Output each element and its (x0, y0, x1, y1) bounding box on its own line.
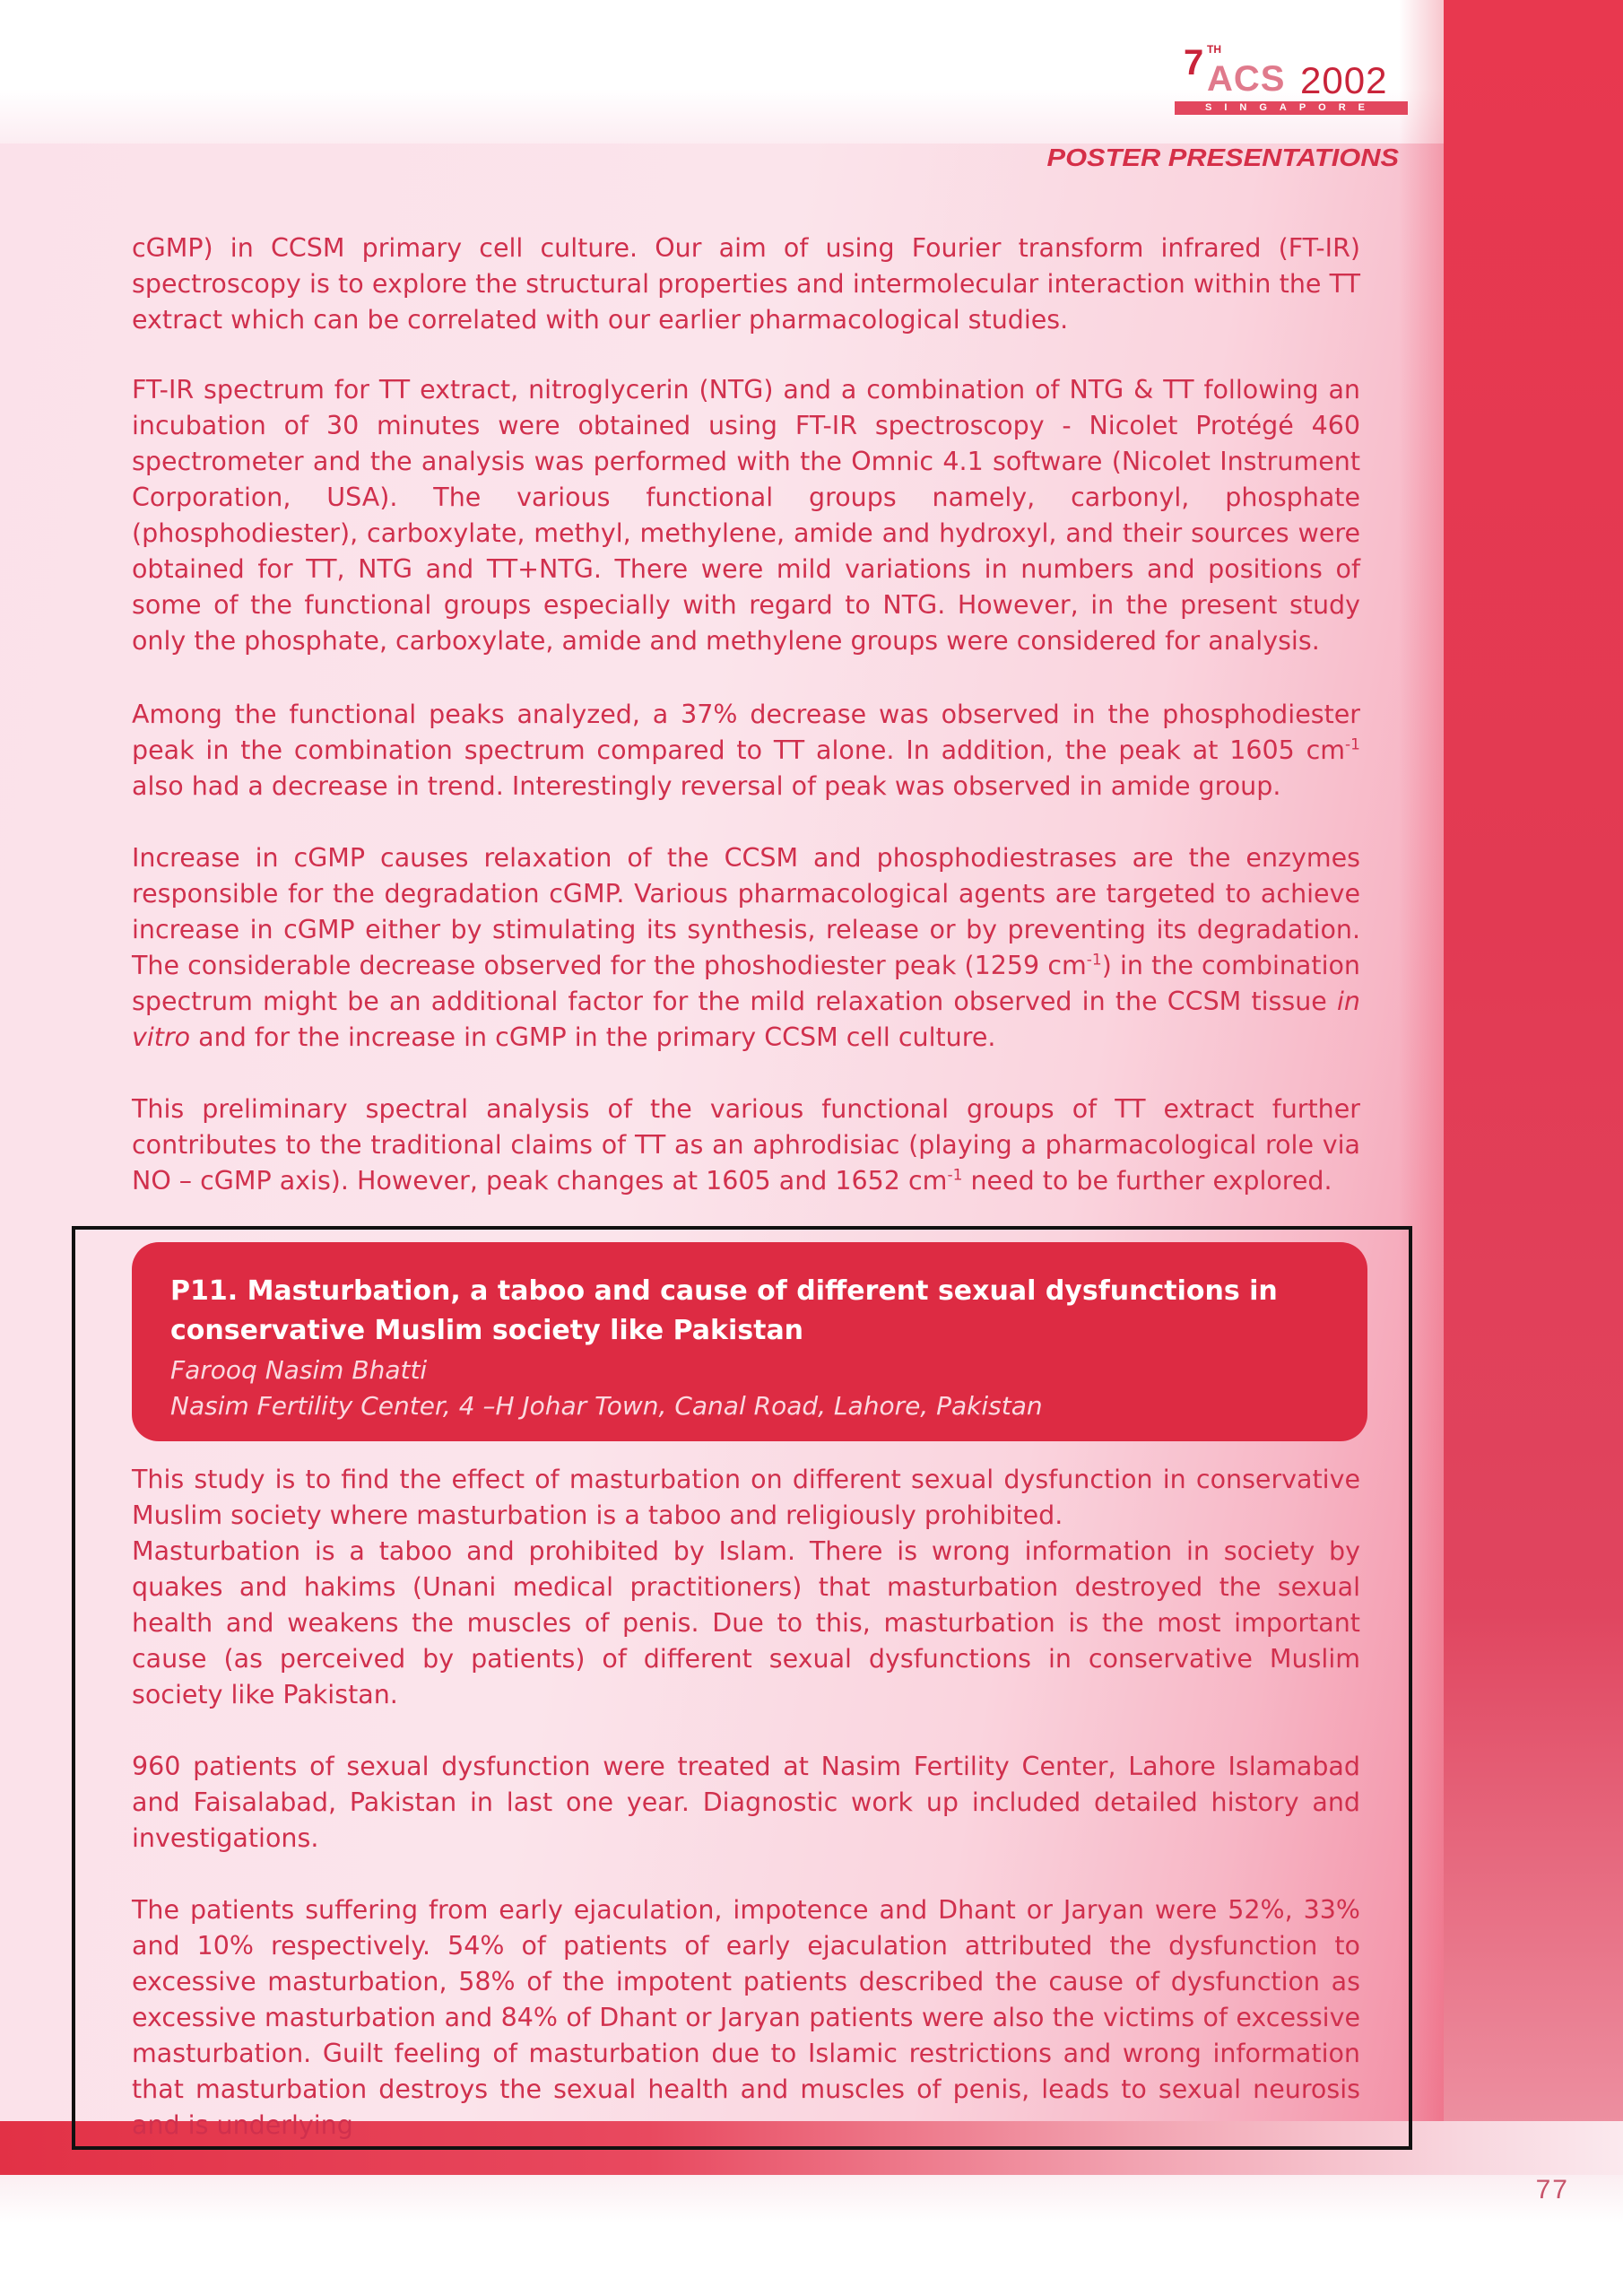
abstract-byline (170, 1352, 1336, 1424)
paragraph-conclusion-text: This preliminary spectral analysis of the various functional groups of TT extract further contributes to the traditional claims of TT as an aphrodisiac (playing a pharmacological role via NO – cGMP axis). However, peak changes at 1605 and 1652 cm (132, 1094, 1360, 1196)
paragraph-discussion-text: Increase in cGMP causes relaxation of the CCSM and phosphodiestrases are the enzymes responsible for the degradation cGMP. Various pharmacological agents are targeted to achieve increase in cGMP either by stimulating its synthesis, release or by preventing its degradation. The considerable decrease observed for the phoshodiester peak (1259 cm (132, 843, 1360, 980)
paragraph-results-text-end: also had a decrease in trend. Interestingly reversal of peak was observed in amide group. (132, 771, 1281, 801)
paragraph-discussion-text-mid: ) in the combination spectrum might be an additional factor for the mild relaxation observed in the CCSM tissue (132, 951, 1360, 1016)
logo-location: SINGAPORE (1204, 102, 1377, 113)
logo-acronym: ACS (1207, 59, 1286, 99)
logo-year: 2002 (1300, 59, 1388, 101)
abstract-author: Farooq Nasim Bhatti (170, 1355, 428, 1385)
section-heading: POSTER PRESENTATIONS (1046, 144, 1399, 171)
abstract-title: P11. Masturbation, a taboo and cause of different sexual dysfunctions in conservative Muslim society like Pakistan (170, 1275, 1278, 1346)
paragraph-results-text: Among the functional peaks analyzed, a 37% decrease was observed in the phosphodiester peak in the combination spectrum compared to TT alone. In addition, the peak at 1605 cm (132, 700, 1360, 765)
abstract-paragraph: The patients suffering from early ejaculation, impotence and Dhant or Jaryan were 52%, 33% and 10% respectively. 54% of patients of early ejaculation attributed the dysfunction to excessive masturbation, 58% of the impotent patients described the cause of dysfunction as excessive masturbation and 84% of Dhant or Jaryan patients were also the victims of excessive masturbation. Guilt feeling of masturbation due to Islamic restrictions and wrong information that masturbation destroys the sexual health and muscles of penis, leads to sexual neurosis and is underlying (132, 1895, 1360, 2140)
unit-superscript: -1 (947, 1166, 963, 1185)
italic-term: in vitro (132, 987, 1360, 1052)
page-number: 77 (1535, 2175, 1569, 2205)
right-color-band (1444, 0, 1623, 2296)
paragraph-conclusion-text-end: need to be further explored. (962, 1166, 1332, 1196)
paragraph-results (132, 697, 1360, 804)
logo-ordinal: 7 (1184, 43, 1204, 83)
page-footer-area (0, 2175, 1623, 2296)
paragraph-conclusion (132, 1091, 1360, 1199)
paragraph-intro: cGMP) in CCSM primary cell culture. Our aim of using Fourier transform infrared (FT-IR) spectroscopy is to explore the structural properties and intermolecular interaction within the TT extract which can be correlated with our earlier pharmacological studies. (132, 233, 1360, 335)
paragraph-spacer (132, 1857, 1360, 1892)
abstract-paragraph: This study is to find the effect of masturbation on different sexual dysfunction in conservative Muslim society where masturbation is a taboo and religiously prohibited. (132, 1465, 1360, 1530)
abstract-paragraph: 960 patients of sexual dysfunction were treated at Nasim Fertility Center, Lahore Islamabad and Faisalabad, Pakistan in last one year. Diagnostic work up included detailed history and investigations. (132, 1752, 1360, 1853)
paragraph-discussion (132, 840, 1360, 1056)
logo-ordinal-suffix: TH (1207, 43, 1221, 56)
abstract-body (132, 1462, 1360, 2144)
unit-superscript: -1 (1345, 735, 1360, 754)
paragraph-discussion-text-end: and for the increase in cGMP in the primary CCSM cell culture. (190, 1022, 996, 1052)
abstract-affiliation: Nasim Fertility Center, 4 –H Johar Town, Canal Road, Lahore, Pakistan (170, 1391, 1043, 1421)
unit-superscript: -1 (1086, 951, 1102, 970)
paragraph-spacer (132, 1713, 1360, 1749)
paragraph-methods: FT-IR spectrum for TT extract, nitroglycerin (NTG) and a combination of NTG & TT following an incubation of 30 minutes were obtained using FT-IR spectroscopy - Nicolet Protégé 460 spectrometer and the analysis was performed with the Omnic 4.1 software (Nicolet Instrument Corporation, USA). The various functional groups namely, carbonyl, phosphate (phosphodiester), carboxylate, methyl, methylene, amide and hydroxyl, and their sources were obtained for TT, NTG and TT+NTG. There were mild variations in numbers and positions of some of the functional groups especially with regard to NTG. However, in the present study only the phosphate, carboxylate, amide and methylene groups were considered for analysis. (132, 375, 1360, 656)
abstract-paragraph: Masturbation is a taboo and prohibited by Islam. There is wrong information in society by quakes and hakims (Unani medical practitioners) that masturbation destroyed the sexual health and weakens the muscles of penis. Due to this, masturbation is the most important cause (as perceived by patients) of different sexual dysfunctions in conservative Muslim society like Pakistan. (132, 1536, 1360, 1709)
conference-logo (1175, 43, 1417, 115)
